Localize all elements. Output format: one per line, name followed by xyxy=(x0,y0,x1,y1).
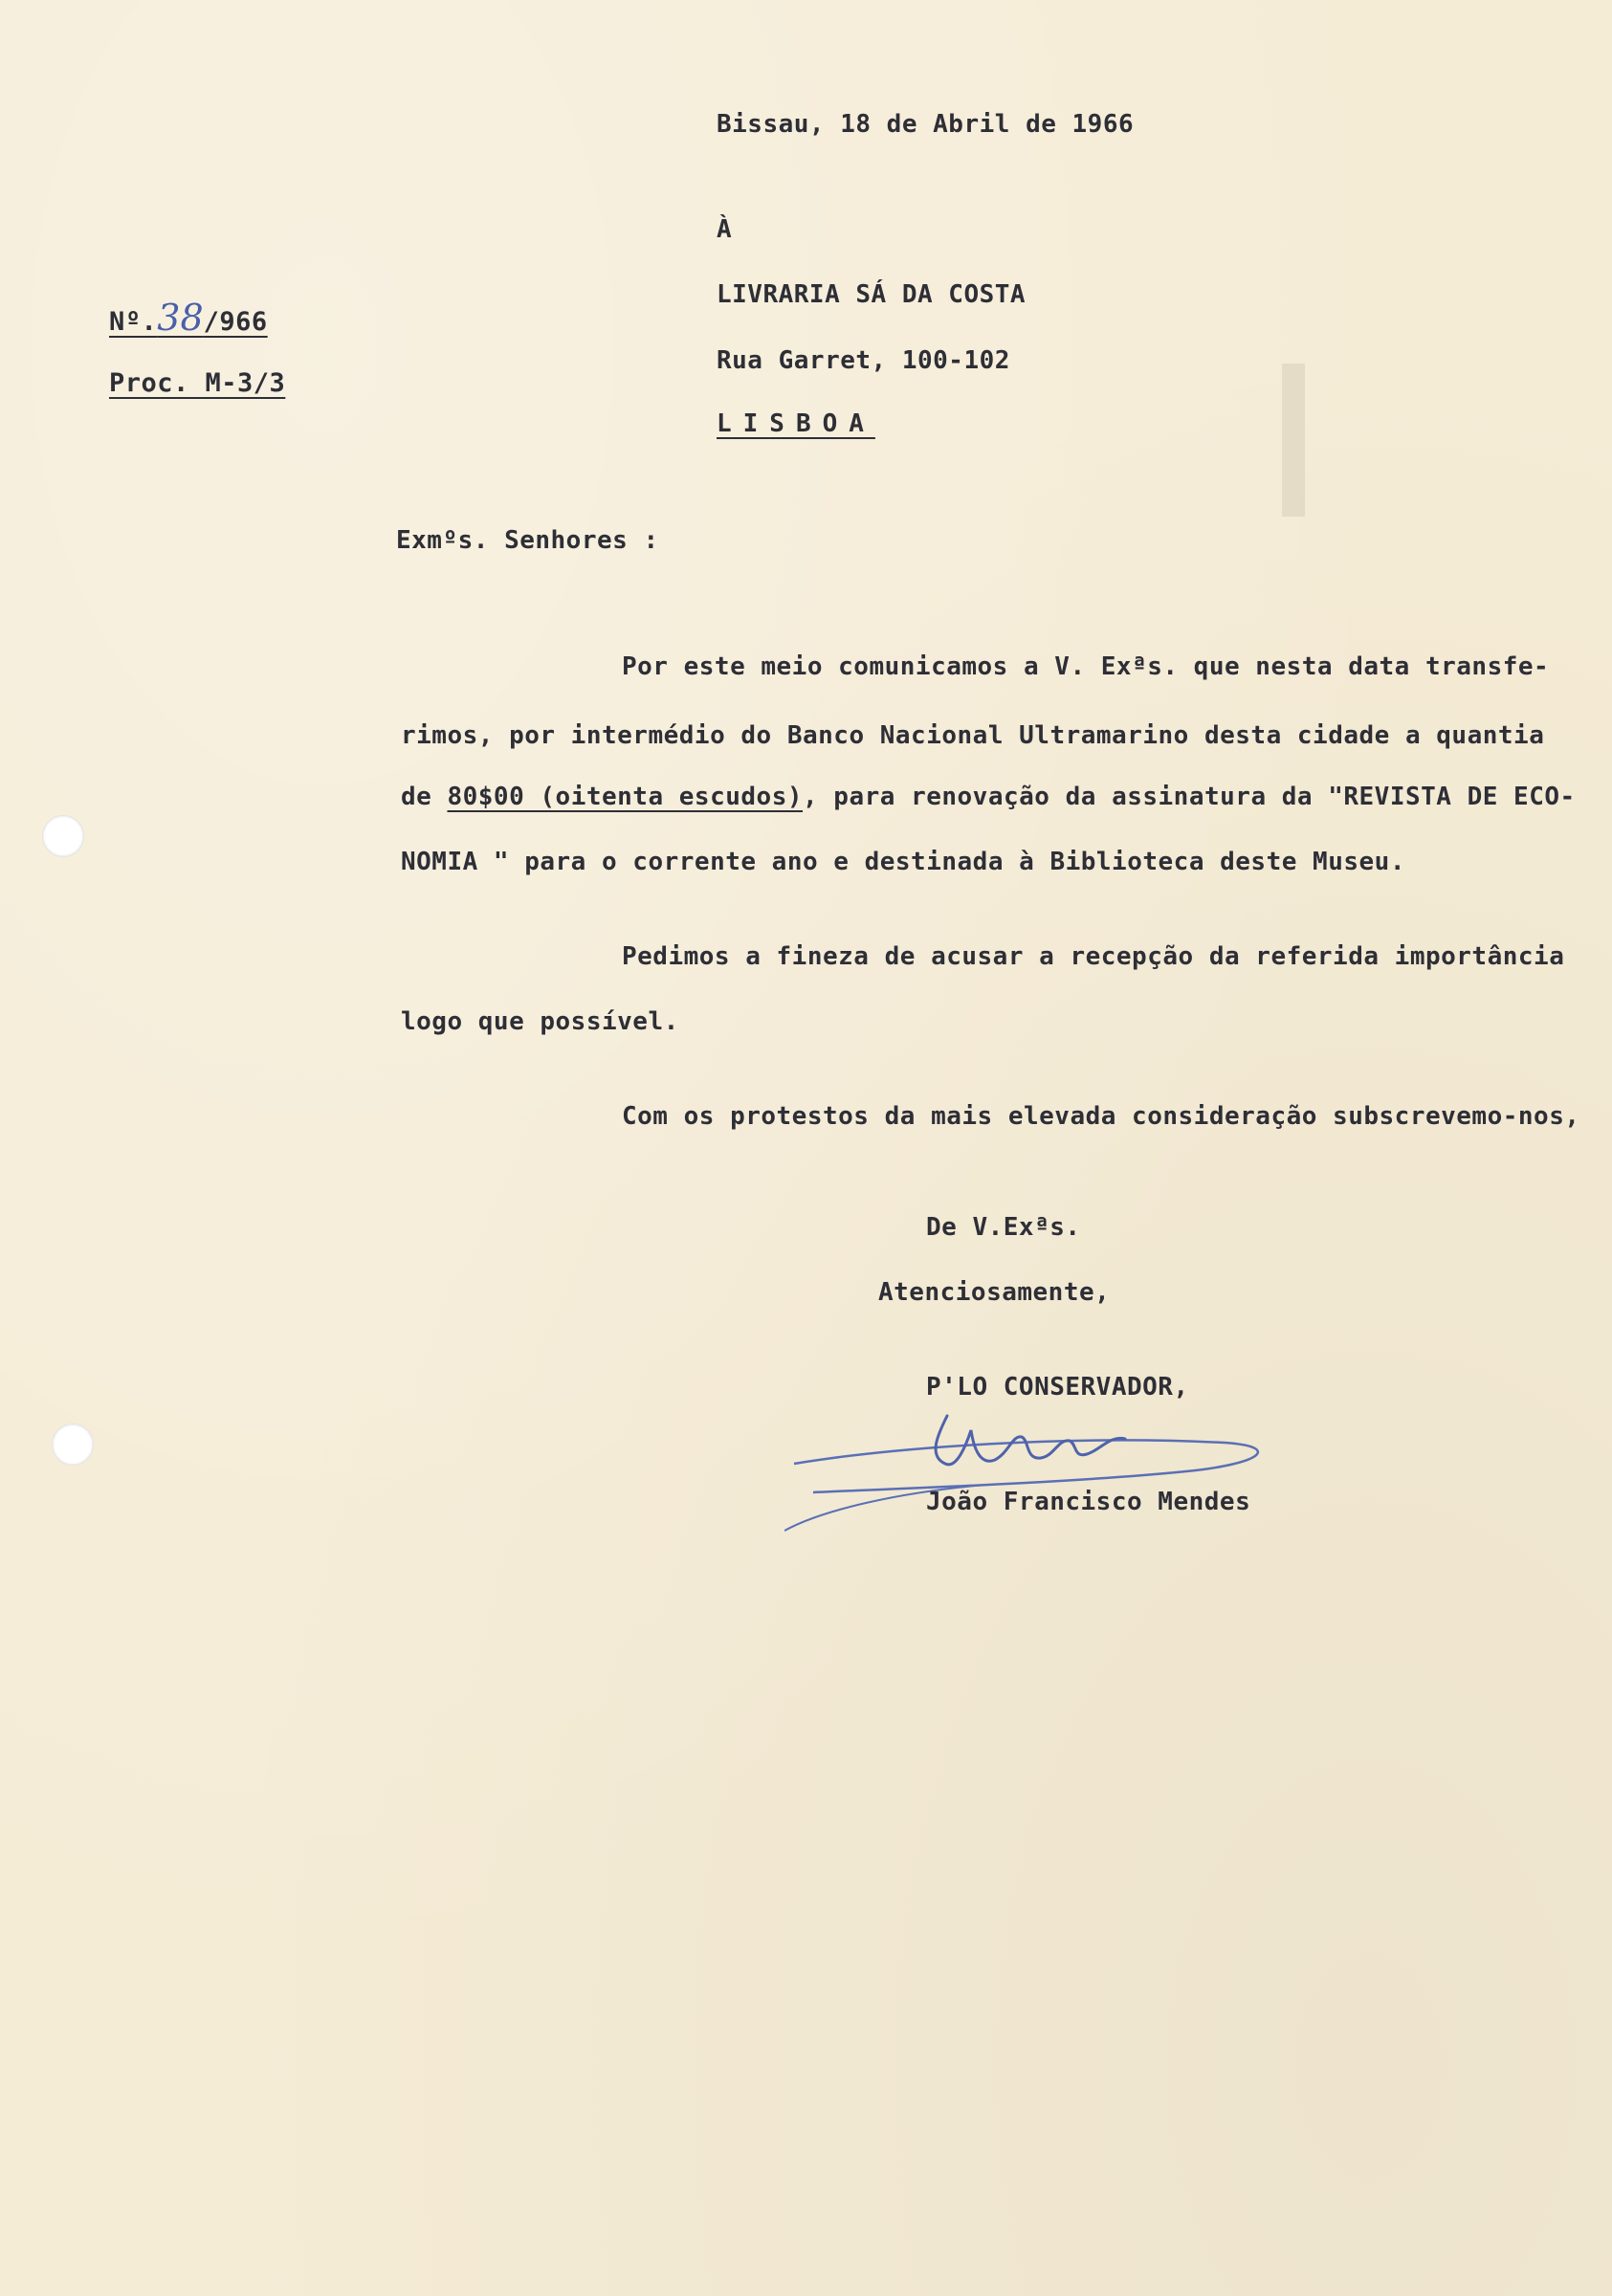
reference-number-prefix: Nº. xyxy=(109,307,158,337)
paragraph-1-line-4: NOMIA " para o corrente ano e destinada à Biblioteca deste Museu. xyxy=(401,848,1405,876)
paper-crease xyxy=(1282,364,1305,517)
closing-line-3: P'LO CONSERVADOR, xyxy=(926,1373,1189,1402)
signatory-name: João Francisco Mendes xyxy=(926,1488,1251,1516)
paragraph-1-line-1: Por este meio comunicamos a V. Exªs. que nesta data transfe- xyxy=(622,652,1550,681)
paragraph-2-line-2: logo que possível. xyxy=(401,1007,679,1036)
recipient-name: LIVRARIA SÁ DA COSTA xyxy=(717,280,1027,309)
closing-line-1: De V.Exªs. xyxy=(926,1213,1081,1242)
paragraph-1-line-2: rimos, por intermédio do Banco Nacional Ultramarino desta cidade a quantia xyxy=(401,721,1545,750)
place-date: Bissau, 18 de Abril de 1966 xyxy=(717,110,1135,139)
reference-number-handwritten: 38 xyxy=(157,297,204,339)
punch-hole-bottom xyxy=(52,1424,94,1466)
reference-number-year: /966 xyxy=(203,307,268,337)
paragraph-2-line-1: Pedimos a fineza de acusar a recepção da referida importância xyxy=(622,942,1565,971)
to-prefix: À xyxy=(717,215,733,244)
paragraph-1-line-3-post: , para renovação da assinatura da "REVISTA DE ECO- xyxy=(803,783,1576,811)
punch-hole-top xyxy=(42,815,84,857)
paragraph-3: Com os protestos da mais elevada consideração subscrevemo-nos, xyxy=(622,1102,1580,1131)
process-reference: Proc. M-3/3 xyxy=(109,368,286,398)
closing-line-2: Atenciosamente, xyxy=(878,1278,1111,1307)
amount-text: 80$00 (oitenta escudos) xyxy=(447,783,803,811)
recipient-city: LISBOA xyxy=(717,409,875,438)
signature-icon xyxy=(784,1397,1282,1540)
paragraph-1-line-3-pre: de xyxy=(401,783,448,811)
salutation: Exmºs. Senhores : xyxy=(396,526,659,555)
recipient-street: Rua Garret, 100-102 xyxy=(717,346,1010,375)
reference-number xyxy=(109,297,268,339)
paragraph-1-line-3 xyxy=(401,783,1576,811)
